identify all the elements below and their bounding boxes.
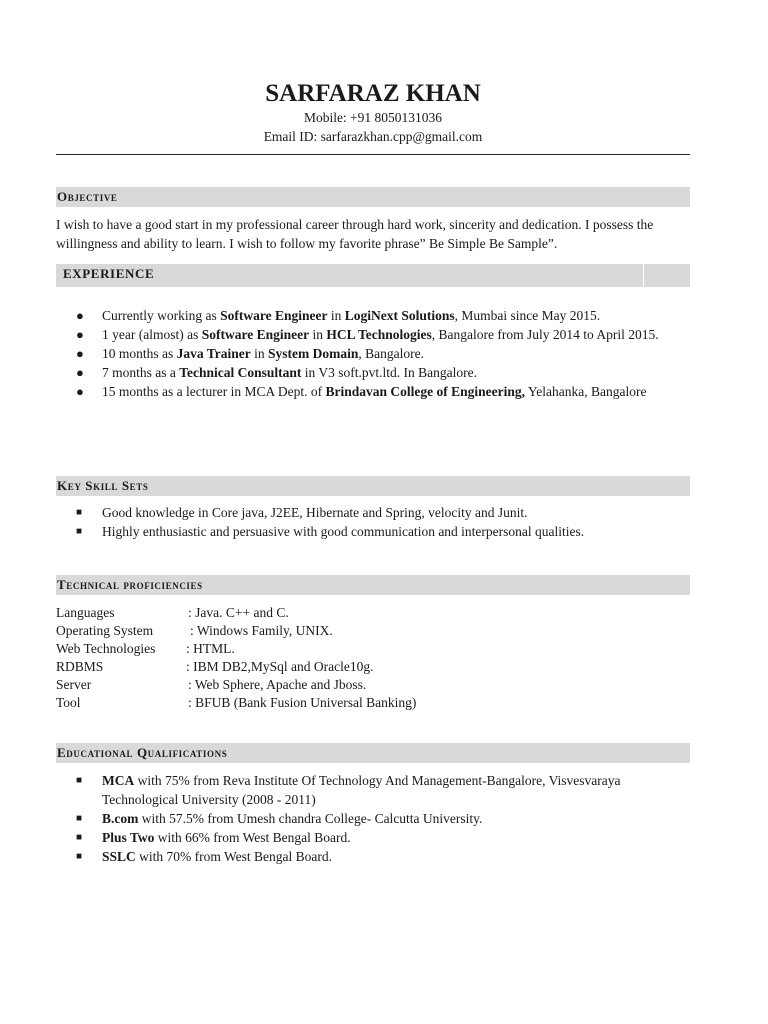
bullet-icon: ● [76, 384, 84, 399]
bullet-icon: ● [76, 346, 84, 361]
objective-text: I wish to have a good start in my professional career through hard work, sincerity and dedication. I possess the willingness and ability to learn. I wish to follow my favorite phrase” Be Simple Be Sample”. [56, 217, 654, 251]
bullet-icon: ● [76, 308, 84, 323]
education-item: ■ MCA with 75% from Reva Institute Of Technology And Management-Bangalore, Visvesvaraya Technological University (2008 - 2011) [76, 773, 621, 807]
skills-heading: Key Skill Sets [56, 476, 690, 496]
technical-table [56, 603, 690, 711]
square-bullet-icon: ■ [76, 507, 83, 518]
skill-item: ■ Good knowledge in Core java, J2EE, Hibernate and Spring, velocity and Junit. [76, 505, 528, 520]
experience-list [56, 306, 690, 401]
square-bullet-icon: ■ [76, 851, 83, 862]
bullet-icon: ● [76, 327, 84, 342]
email-address: Email ID: sarfarazkhan.cpp@gmail.com [263, 129, 483, 144]
education-list [56, 771, 690, 866]
technical-row: Web Technologies : HTML. [56, 641, 235, 656]
candidate-name: SARFARAZ KHAN [265, 80, 481, 107]
experience-item: ● 10 months as Java Trainer in System Domain, Bangalore. [76, 346, 425, 361]
education-heading: Educational Qualifications [56, 743, 690, 763]
technical-row: Tool : BFUB (Bank Fusion Universal Banking) [56, 695, 417, 710]
skills-list [56, 503, 690, 541]
square-bullet-icon: ■ [76, 813, 83, 824]
education-item: ■ SSLC with 70% from West Bengal Board. [76, 849, 333, 864]
skill-item: ■ Highly enthusiastic and persuasive with good communication and interpersonal qualities. [76, 524, 585, 539]
technical-row: Languages : Java. C++ and C. [56, 605, 289, 620]
experience-item: ● Currently working as Software Engineer in LogiNext Solutions, Mumbai since May 2015. [76, 308, 601, 323]
education-item: ■ Plus Two with 66% from West Bengal Board. [76, 830, 351, 845]
technical-row: Server : Web Sphere, Apache and Jboss. [56, 677, 367, 692]
square-bullet-icon: ■ [76, 775, 83, 786]
experience-heading [56, 264, 690, 287]
experience-item: ● 1 year (almost) as Software Engineer in HCL Technologies, Bangalore from July 2014 to April 2015. [76, 327, 659, 342]
experience-item: ● 7 months as a Technical Consultant in V3 soft.pvt.ltd. In Bangalore. [76, 365, 478, 380]
square-bullet-icon: ■ [76, 832, 83, 843]
technical-row: Operating System : Windows Family, UNIX. [56, 623, 333, 638]
square-bullet-icon: ■ [76, 526, 83, 537]
technical-row: RDBMS : IBM DB2,MySql and Oracle10g. [56, 659, 374, 674]
bullet-icon: ● [76, 365, 84, 380]
technical-heading: Technical proficiencies [56, 575, 690, 595]
header-divider [56, 154, 690, 155]
experience-heading-label: EXPERIENCE [63, 266, 155, 281]
education-item: ■ B.com with 57.5% from Umesh chandra College- Calcutta University. [76, 811, 483, 826]
mobile-number: Mobile: +91 8050131036 [303, 110, 443, 125]
experience-item: ● 15 months as a lecturer in MCA Dept. of Brindavan College of Engineering, Yelahanka, Bangalore [76, 384, 647, 399]
heading-cell-divider [643, 264, 644, 287]
objective-heading: Objective [56, 187, 690, 207]
